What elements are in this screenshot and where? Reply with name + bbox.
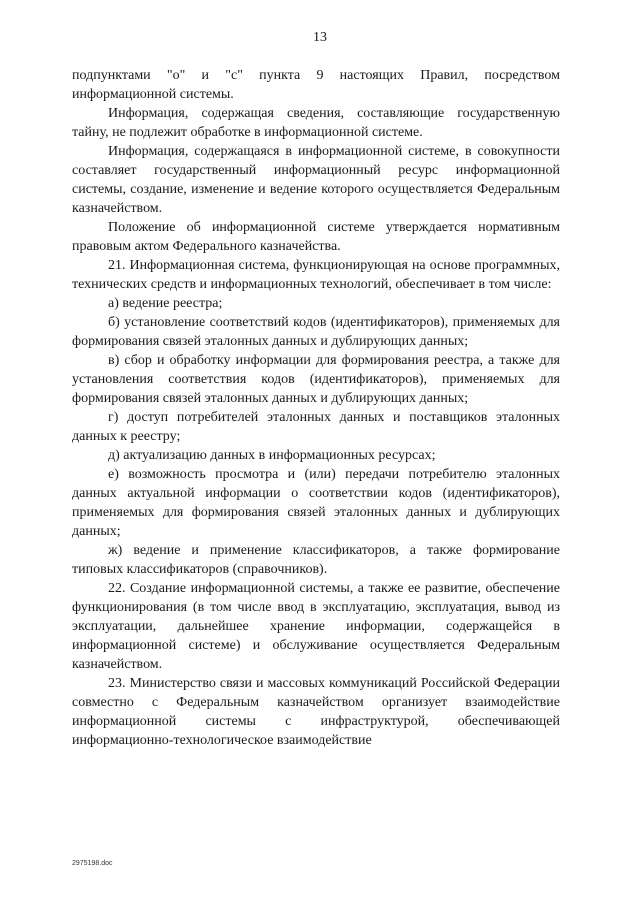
list-item-a: а) ведение реестра; <box>108 296 223 311</box>
list-item-d: д) актуализацию данных в информационных ресурсах; <box>108 448 436 463</box>
list-item-e: е) возможность просмотра и (или) передачи потребителю эталонных данных актуальной информации о соответствии кодов (идентификаторов), применяемых для формирования связей эталонных данных и дублирующих данных; <box>72 467 560 539</box>
paragraph-regulation: Положение об информационной системе утверждается нормативным правовым актом Федерального казначейства. <box>72 220 560 254</box>
list-item-v: в) сбор и обработку информации для формирования реестра, а также для установления соответствия кодов (идентификаторов), применяемых для формирования связей эталонных данных и дублирующих данных; <box>72 353 560 406</box>
list-item-zh: ж) ведение и применение классификаторов, а также формирование типовых классификаторов (справочников). <box>72 543 560 577</box>
list-item-b: б) установление соответствий кодов (идентификаторов), применяемых для формирования связей эталонных данных и дублирующих данных; <box>72 315 560 349</box>
paragraph-information-resource: Информация, содержащаяся в информационной системе, в совокупности составляет государственный информационный ресурс информационной системы, создание, изменение и ведение которого осуществляется Федеральным казначейством. <box>72 144 560 216</box>
paragraph-23: 23. Министерство связи и массовых коммуникаций Российской Федерации совместно с Федеральным казначейством организует взаимодействие информационной системы с инфраструктурой, обеспечивающей информационно-технологическое взаимодействие <box>72 676 560 748</box>
paragraph-state-secret: Информация, содержащая сведения, составляющие государственную тайну, не подлежит обработке в информационной системе. <box>72 106 560 140</box>
paragraph-continuation: подпунктами "о" и "с" пункта 9 настоящих Правил, посредством информационной системы. <box>72 68 560 102</box>
paragraph-22: 22. Создание информационной системы, а также ее развитие, обеспечение функционирования (в том числе ввод в эксплуатацию, эксплуатация, вывод из эксплуатации, дальнейшее хранение информации, содержащейся в информационной системе) и обслуживание осуществляется Федеральным казначейством. <box>72 581 560 672</box>
page-number: 13 <box>313 30 327 45</box>
paragraph-21: 21. Информационная система, функционирующая на основе программных, технических средств и информационных технологий, обеспечивает в том числе: <box>72 258 560 292</box>
document-file-code: 2975198.doc <box>72 860 113 867</box>
list-item-g: г) доступ потребителей эталонных данных и поставщиков эталонных данных к реестру; <box>72 410 560 444</box>
document-body <box>72 66 560 750</box>
